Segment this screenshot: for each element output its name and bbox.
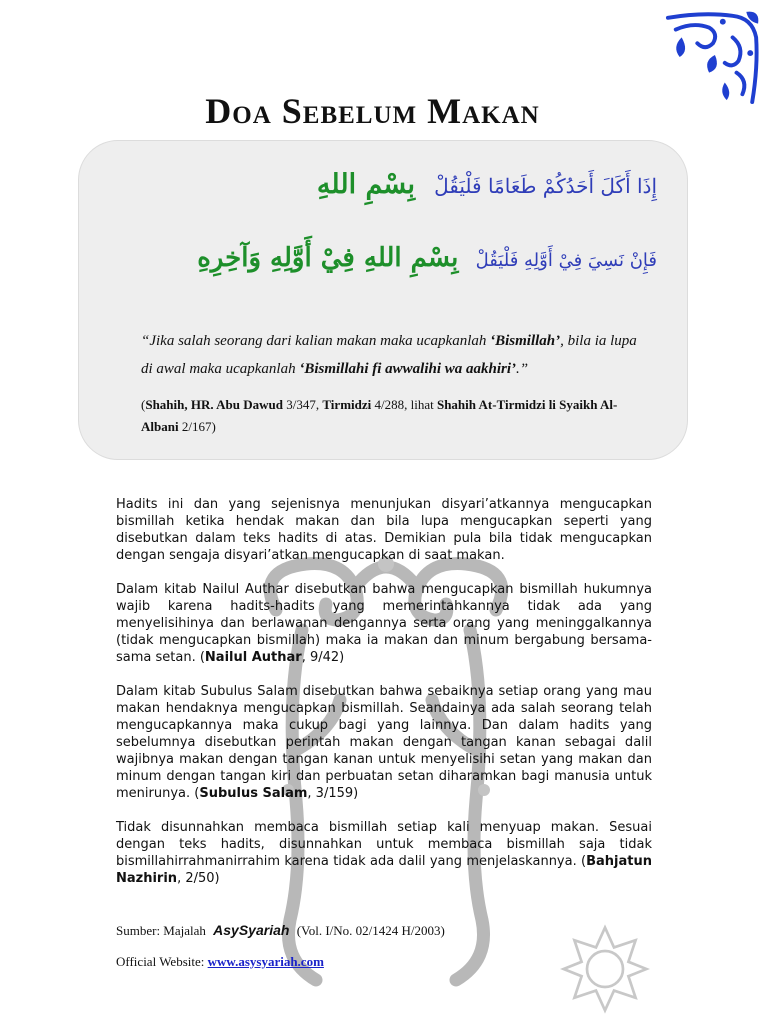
paragraph-3-reference: Subulus Salam [199,786,308,801]
paragraph-3 [116,683,652,802]
arabic-line-1-text: إِذَا أَكَلَ أَحَدُكُمْ طَعَامًا فَلْيَقُلْ [434,174,657,198]
arabic-line-2 [197,243,657,273]
paragraph-4-reference: Bahjatun Nazhirin [116,854,652,886]
translation-text-1: “Jika salah seorang dari kalian makan maka ucapkanlah [141,333,491,349]
page-title: Doa Sebelum Makan [205,91,540,132]
reference-source-3: Shahih At-Tirmidzi li Syaikh Al-Albani [141,397,618,434]
reference-text-3: 2/167) [178,419,216,434]
magazine-name: AsySyariah [213,922,290,938]
paragraph-4-reference-end: , 2/50) [177,871,220,886]
reference-open: ( [141,397,146,412]
paragraph-3-text: Dalam kitab Subulus Salam disebutkan bahwa sebaiknya setiap orang yang mau makan hendaknya mengucapkan bismillah. Seandainya ada salah seorang telah mengucapkannya maka cukup bagi yang lainnya. Dan dalam hadits yang sebelumnya disebutkan perintah makan dengan tangan kanan sebagai dalil wajibnya makan dengan tangan kanan untuk menyelisihi setan yang makan dan minum dengan tangan kiri dan perbuatan setan diharamkan bagi manusia untuk menirunya. ( [116,684,652,801]
source-detail: (Vol. I/No. 02/1424 H/2003) [296,923,445,938]
paragraph-4 [116,819,652,887]
paragraph-2-reference-end: , 9/42) [301,650,345,665]
paragraph-4-text: Tidak disunnahkan membaca bismillah setiap kali menyuap makan. Sesuai dengan teks hadits, disunnahkan untuk membaca bismillah saja tidak bismillahirrahmanirrahim karena tidak ada dalil yang menjelaskannya. ( [116,820,652,869]
paragraph-1: Hadits ini dan yang sejenisnya menunjukan disyari’atkannya mengucapkan bismillah ketika hendak makan dan bila lupa mengucapkan seperti yang disebutkan dalam teks hadits di atas. Demikian pula bila tidak mengucapkan dengan sengaja disyari’atkan mengucapkan di saat makan. [116,497,652,563]
paragraph-2-text: Dalam kitab Nailul Authar disebutkan bahwa mengucapkan bismillah hukumnya wajib karena hadits-hadits yang memerintahkannya tidak ada yang menyelisihinya dan berlawanan dengannya serta orang yang meninggalkannya (tidak mengucapkan bismillah) maka ia makan dan minum bergabung bersama-sama setan. ( [116,582,652,665]
website-line [116,954,324,970]
website-label: Official Website: [116,954,205,969]
reference-text-1: 3/347, [283,397,323,412]
source-line [116,922,445,939]
arabic-line-2-basmalah: بِسْمِ اللهِ فِيْ أَوَّلِهِ وَآخِرِهِ [197,243,459,273]
paragraph-2 [116,581,652,666]
paragraph-2-reference: Nailul Authar [204,650,302,665]
arabic-line-1-basmalah: بِسْمِ اللهِ [316,169,416,200]
hadith-box [78,140,688,460]
star-ornament-icon [560,924,650,1014]
arabic-line-2-text: فَإِنْ نَسِيَ فِيْ أَوَّلِهِ فَلْيَقُلْ [475,250,657,271]
reference-source-1: Shahih, HR. Abu Dawud [145,397,283,412]
arabic-line-1 [317,169,657,200]
translation-text-2: , bila ia lupa di awal maka ucapkanlah [141,333,637,377]
website-link[interactable]: www.asysyariah.com [207,954,324,969]
paragraph-3-reference-end: , 3/159) [307,786,359,801]
reference-text-2: 4/288, lihat [371,397,437,412]
translation-text-3: .” [516,361,529,377]
source-label: Sumber: Majalah [116,923,206,938]
hadith-reference [141,394,641,438]
translation-bold-2: ‘Bismillahi fi awwalihi wa aakhiri’ [299,361,517,377]
reference-source-2: Tirmidzi [322,397,372,412]
translation-bold-1: ‘Bismillah’ [490,333,561,349]
hadith-translation [141,327,641,383]
article-body [116,496,652,904]
